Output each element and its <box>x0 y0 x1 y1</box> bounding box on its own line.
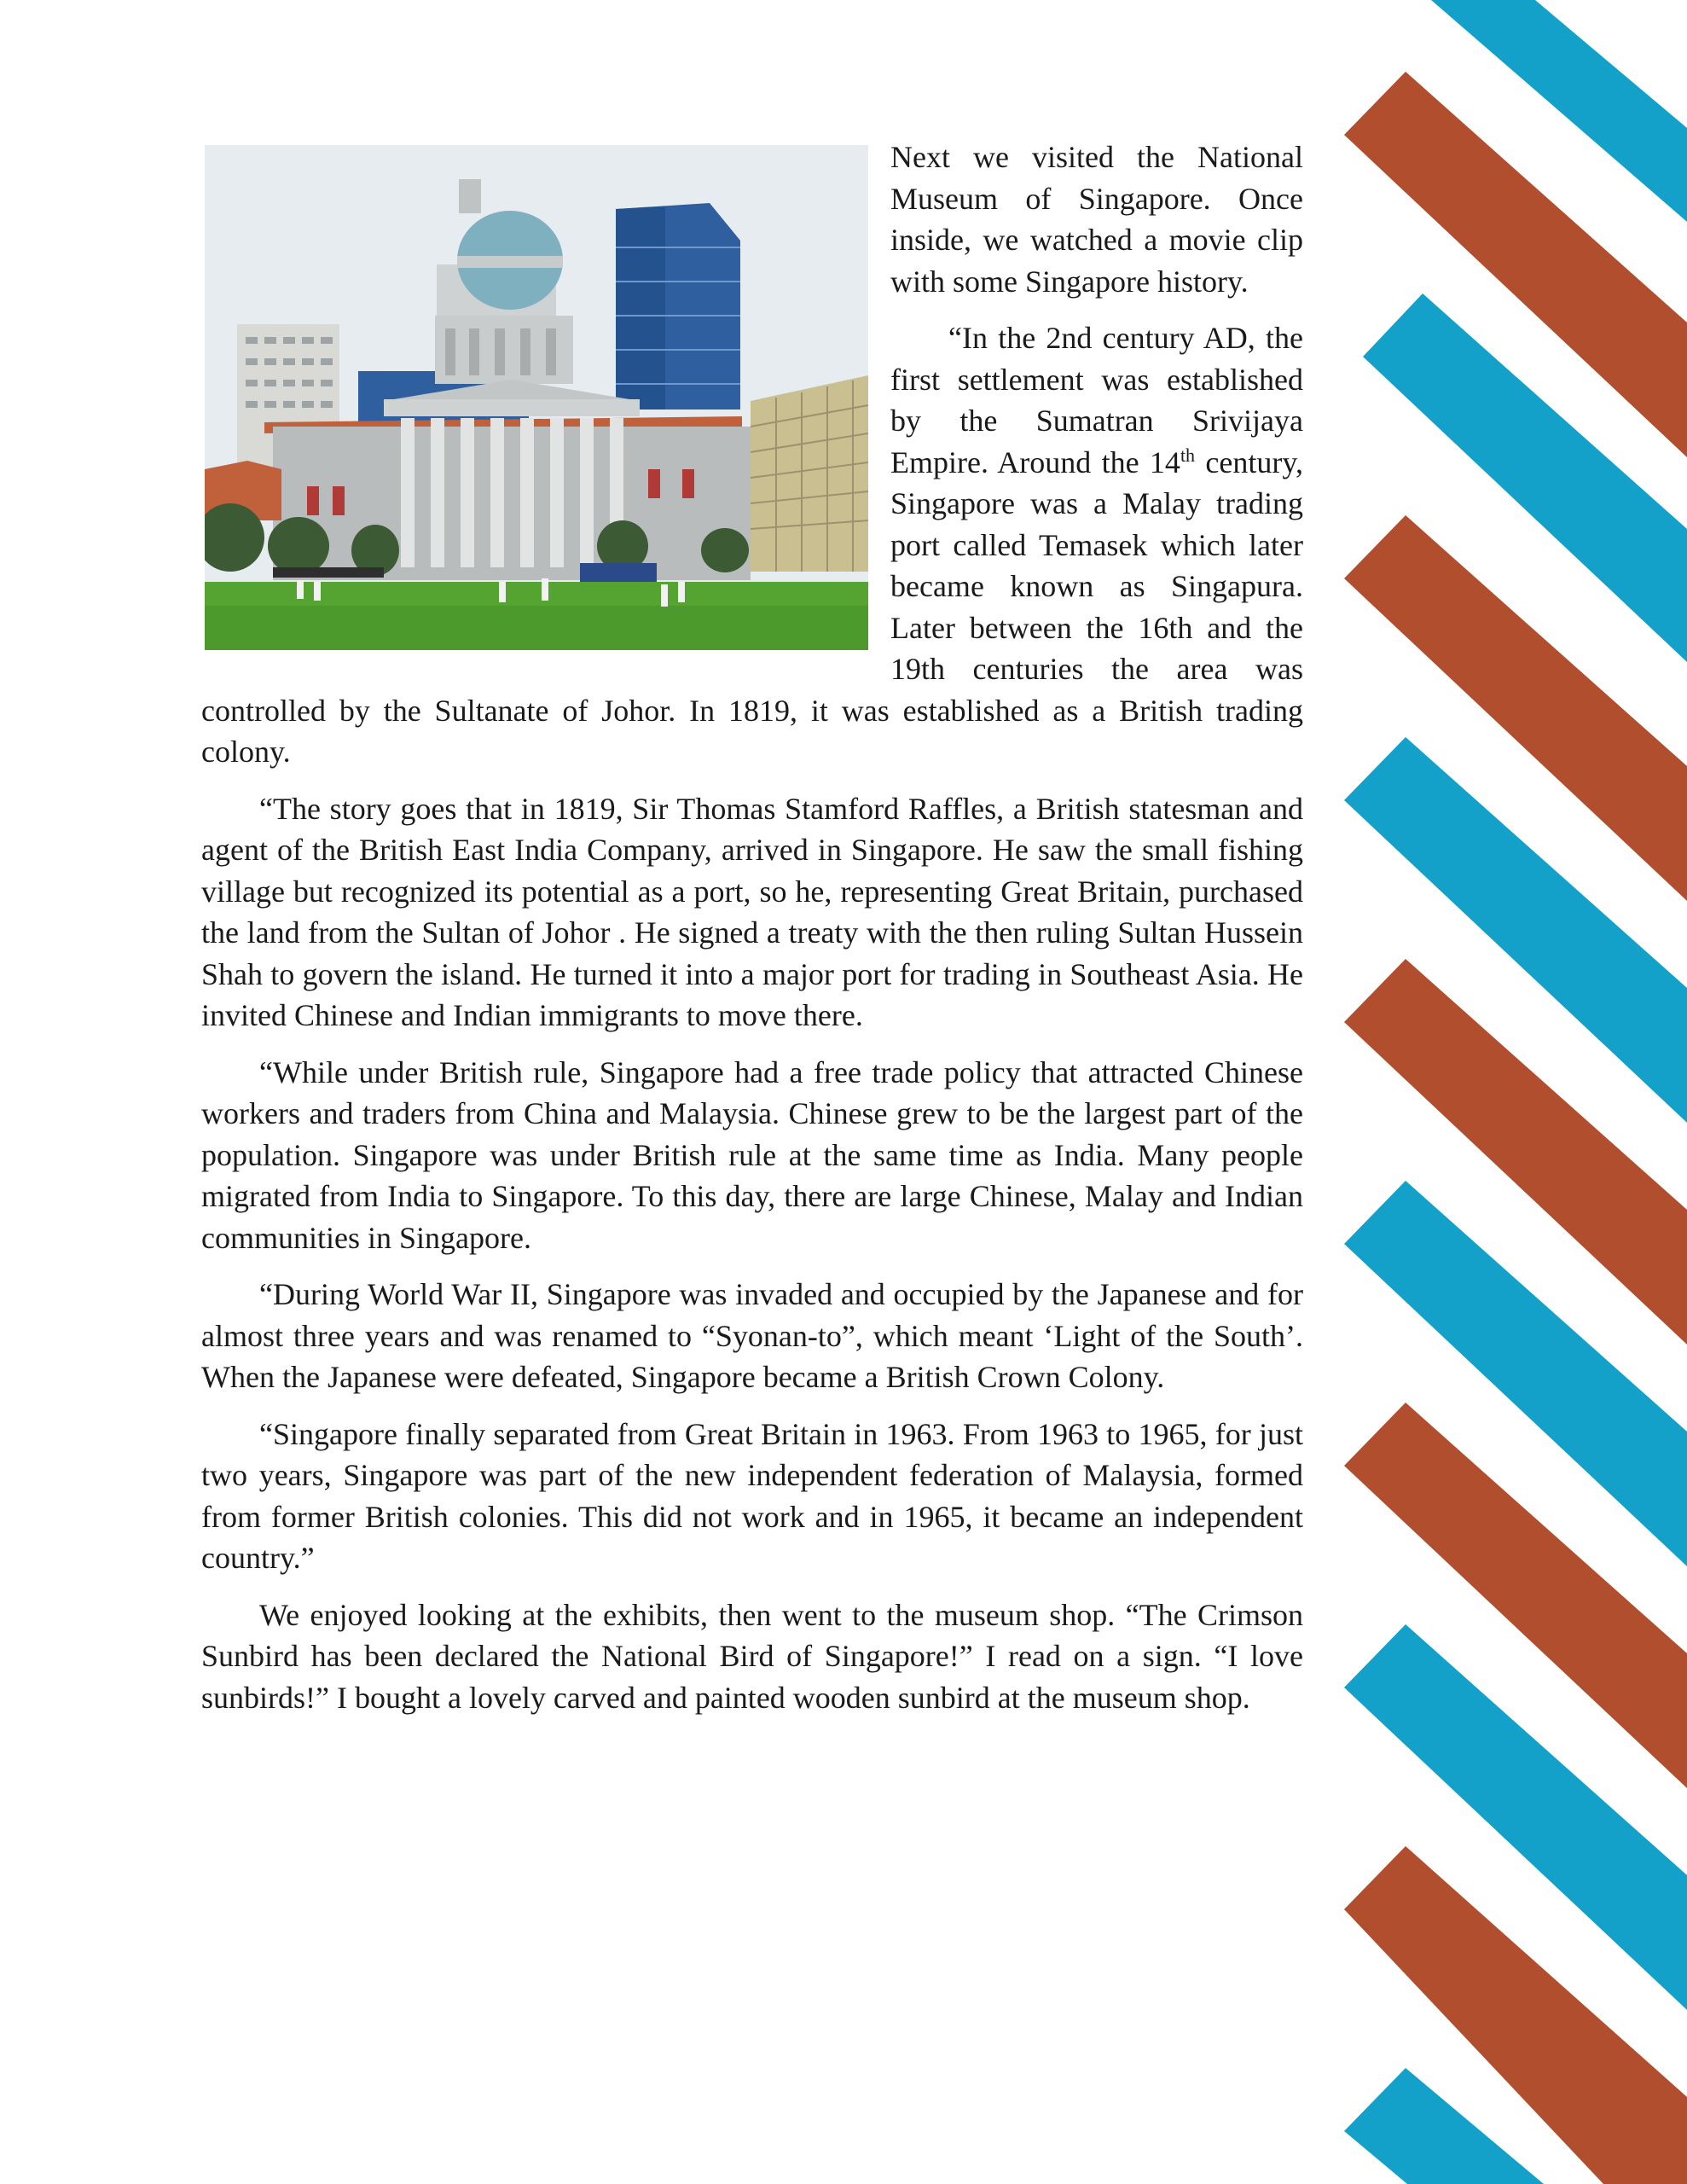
paragraph-2-superscript: th <box>1180 444 1196 466</box>
article-body <box>201 136 1303 1734</box>
paragraph-5: “During World War II, Singapore was invaded and occupied by the Japanese and for almost three years and was renamed to “Syonan-to”, which meant ‘Light of the South’. When the Japanese were defeated, Singapore became a British Crown Colony. <box>201 1277 1303 1394</box>
paragraph-4: “While under British rule, Singapore had a free trade policy that attracted Chinese workers and traders from China and Malaysia. Chinese grew to be the largest part of the population. Singapore was under British rule at the same time as India. Many people migrated from India to Singapore. To this day, there are large Chinese, Malay and Indian communities in Singapore. <box>201 1054 1303 1255</box>
paragraph-2-part-b: century, Singapore was a Malay trading port called Temasek which later became known as Singapura. Later between the 16th and the 19th centuries the area was controlled by the Sultanate of Johor. In 1819, it was established as a British trading colony. <box>201 444 1303 769</box>
paragraph-3: “The story goes that in 1819, Sir Thomas Stamford Raffles, a British statesman and agent of the British East India Company, arrived in Singapore. He saw the small fishing village but recognized its potential as a port, so he, representing Great Britain, purchased the land from the Sultan of Johor . He signed a treaty with the then ruling Sultan Hussein Shah to govern the island. He turned it into a major port for trading in Southeast Asia. He invited Chinese and Indian immigrants to move there. <box>201 791 1303 1032</box>
paragraph-1: Next we visited the National Museum of Singapore. Once inside, we watched a movie clip with some Singapore history. <box>890 140 1303 299</box>
paragraph-7: We enjoyed looking at the exhibits, then went to the museum shop. “The Crimson Sunbird has been declared the National Bird of Singapore!” I read on a sign. “I love sunbirds!” I bought a lovely carved and painted wooden sunbird at the museum shop. <box>201 1597 1303 1715</box>
museum-photo <box>205 145 868 650</box>
paragraph-2-part-a: “In the 2nd century AD, the first settlement was established by the Sumatran Srivijaya Empire. Around the 14 <box>890 321 1303 479</box>
paragraph-6: “Singapore finally separated from Great Britain in 1963. From 1963 to 1965, for just two years, Singapore was part of the new independent federation of Malaysia, formed from former British colonies. This did not work and in 1965, it became an independent country.” <box>201 1416 1303 1575</box>
